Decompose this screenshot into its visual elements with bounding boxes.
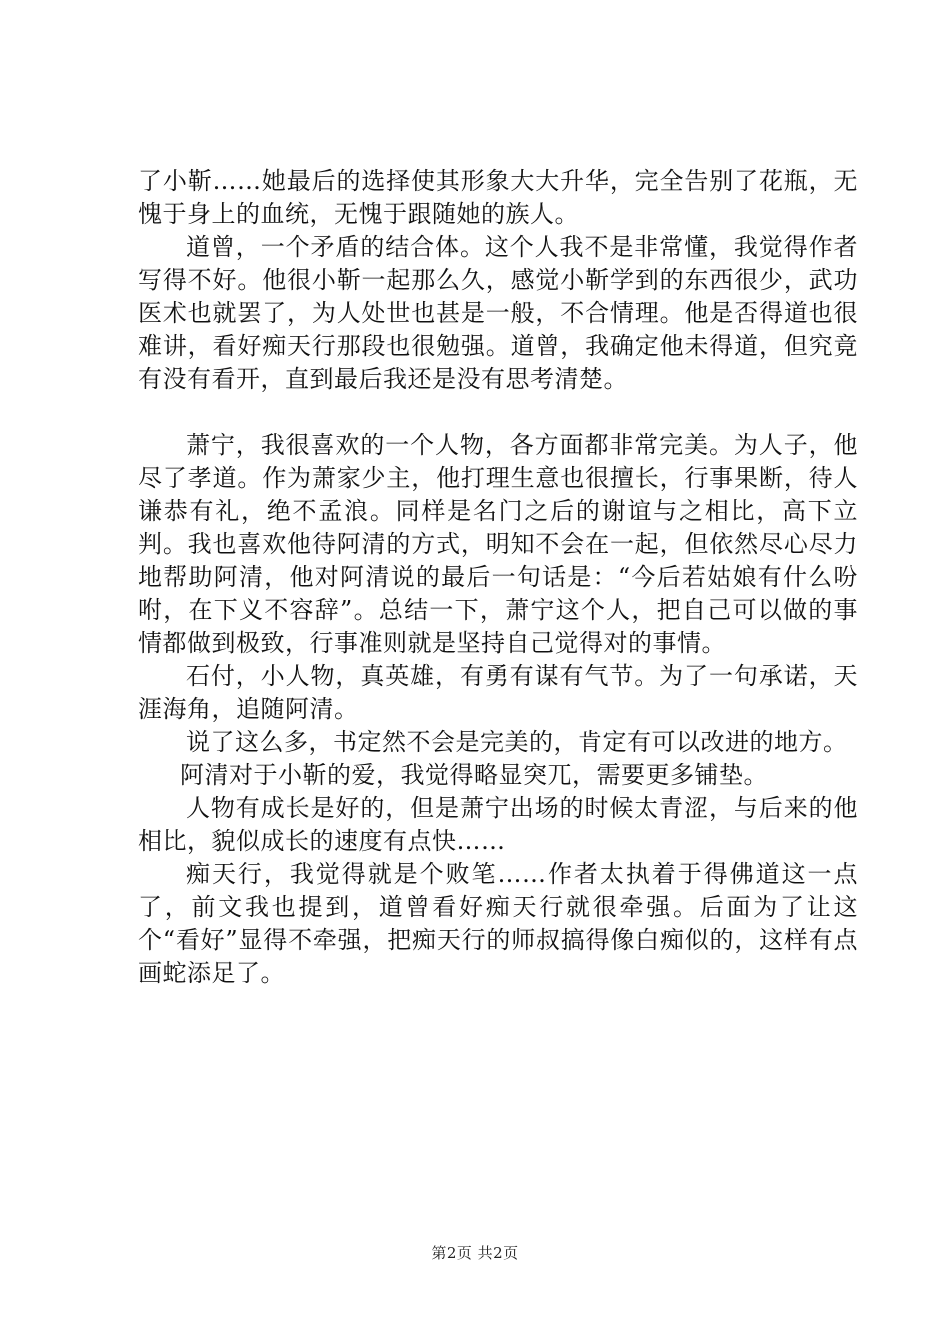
- paragraph-2: 道曾，一个矛盾的结合体。这个人我不是非常懂，我觉得作者写得不好。他很小靳一起那么久，感觉小靳学到的东西很少，武功医术也就罢了，为人处世也甚是一般，不合情理。他是否得道也很难讲，看好痴天行那段也很勉强。道曾，我确定他未得道，但究竟有没有看开，直到最后我还是没有思考清楚。: [138, 233, 858, 393]
- document-body: [138, 165, 858, 990]
- paragraph-7: 人物有成长是好的，但是萧宁出场的时候太青涩，与后来的他相比，貌似成长的速度有点快……: [138, 794, 858, 855]
- page-footer: 第2页 共2页: [431, 1244, 519, 1262]
- paragraph-4: 石付，小人物，真英雄，有勇有谋有气节。为了一句承诺，天涯海角，追随阿清。: [138, 662, 858, 723]
- paragraph-8: 痴天行，我觉得就是个败笔……作者太执着于得佛道这一点了，前文我也提到，道曾看好痴天行就很牵强。后面为了让这个“看好”显得不牵强，把痴天行的师叔搞得像白痴似的，这样有点画蛇添足了。: [138, 860, 858, 987]
- paragraph-5: 说了这么多，书定然不会是完美的，肯定有可以改进的地方。: [186, 728, 848, 756]
- paragraph-1: 了小靳……她最后的选择使其形象大大升华，完全告别了花瓶，无愧于身上的血统，无愧于跟随她的族人。: [138, 167, 858, 228]
- paragraph-6: 阿清对于小靳的爱，我觉得略显突兀，需要更多铺垫。: [180, 761, 768, 789]
- paragraph-3: 萧宁，我很喜欢的一个人物，各方面都非常完美。为人子，他尽了孝道。作为萧家少主，他打理生意也很擅长，行事果断，待人谦恭有礼，绝不孟浪。同样是名门之后的谢谊与之相比，高下立判。我也喜欢他待阿清的方式，明知不会在一起，但依然尽心尽力地帮助阿清，他对阿清说的最后一句话是：“今后若姑娘有什么吩咐，在下义不容辞”。总结一下，萧宁这个人，把自己可以做的事情都做到极致，行事准则就是坚持自己觉得对的事情。: [138, 431, 858, 657]
